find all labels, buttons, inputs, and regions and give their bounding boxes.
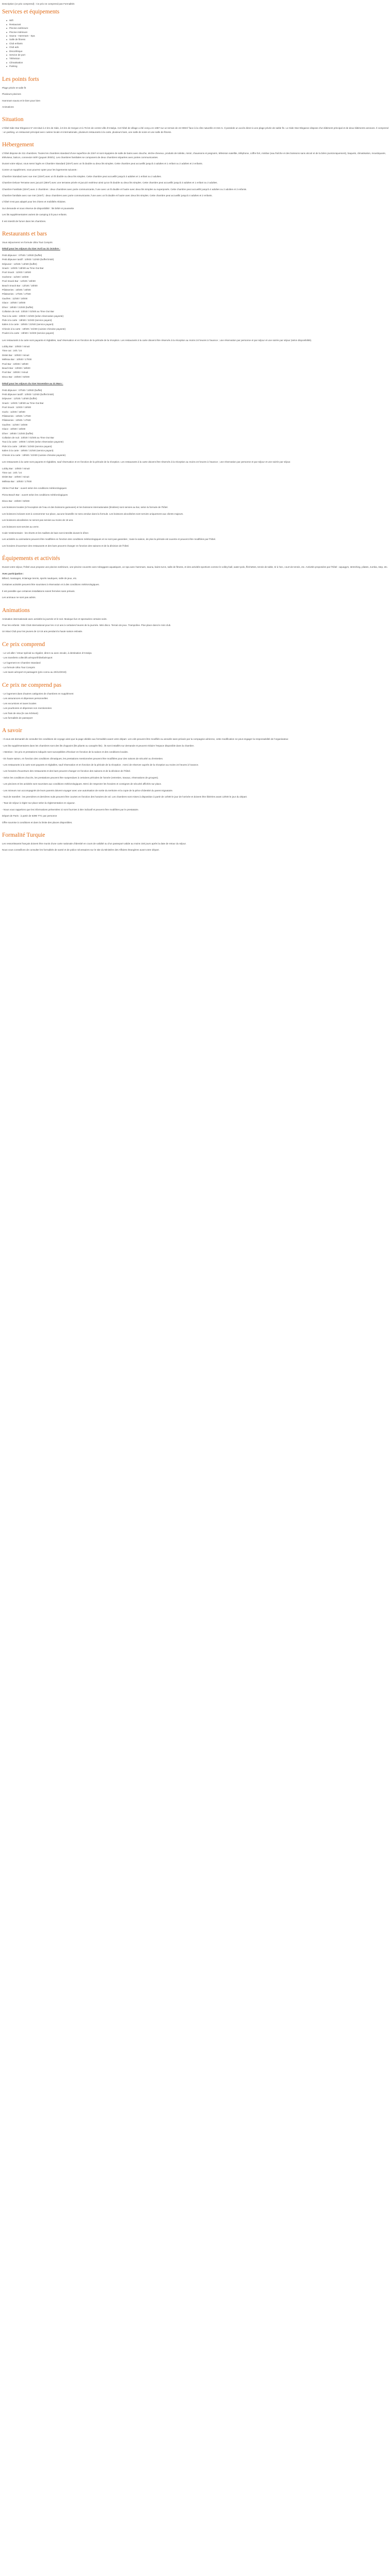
meal-schedule-item: Dîner : 19h00 / 21h00 (buffet) — [2, 432, 34, 435]
meal-schedule-item: Gozlo : 11h00 / 16h00 — [2, 410, 25, 413]
compris-item: - La formule Ultra Tout Compris — [2, 666, 35, 669]
room-family: Chambre Familiale (32m²) avec 2 chambres : deux chambres avec porte communicante, l'une avec un lit double et l'autre avec deux lits simples ou superposés. Cette chambre peut accueillir jusqu'à 4 adultes ou 2 adultes et 2 enfants. — [2, 188, 247, 191]
meal-schedule-item: Pool Snack : 11h00 / 16h00 — [2, 406, 31, 409]
compris-item: - Les transferts collectifs aéroport/hôtel/aéroport — [2, 656, 53, 659]
meal-schedule-item: Déjeuner : 12h30 / 14h00 (buffet) — [2, 397, 37, 400]
equipements-text-5: Les animaux ne sont pas admis. — [2, 596, 36, 599]
bar-schedule-item: Pool Bar : 18h00 / minuit — [2, 371, 28, 374]
savoir-item: - Les mineurs non accompagnés de leurs parents doivent voyager avec une autorisation de sortie du territoire et la copie de la pièce d'identité du parent signataire. — [2, 789, 173, 792]
restaurant-note: Disco Bar : 23h00 / 02h00 — [2, 499, 30, 502]
animations-heading: Animations — [2, 607, 30, 614]
period1-title: Détail pour les séjours du 01er Avril au 31 Octobre : — [2, 247, 60, 250]
compris-item: - Le logement en Chambre Standard — [2, 661, 41, 664]
non-compris-item: - Les formalités de passeport — [2, 716, 33, 719]
situation-text: L'hôtel Side Star Elegance 5* est situé à 4 km de Side, à 5 km de Sorgun et à 75 km de centre-ville d'Antalya. Cet hôtel de village a été conçu en 1987 sur un terrain de 42 000m² face à la côte naturelle et 315 m. Il possède un accès direct à une plage privée de sable fin. Le Side Star Elegance dispose d'un bâtiment principal et de deux bâtiments annexes. Il comprend : un parking, un restaurant principal avec cuisine locale et internationale, plusieurs restaurants à la carte, plusieurs bars, une salle de soins et une salle de fitness. — [2, 127, 389, 133]
formalite-heading: Formalité Turquie — [2, 832, 45, 838]
savoir-item: - Les horaires d'ouverture des restaurants et des bars peuvent changer en fonction des saisons et de la décision de l'hôtel. — [2, 770, 131, 773]
service-item: Climatisation — [9, 61, 389, 64]
point-fort-item: Plage privée et salle fit — [2, 86, 26, 89]
restaurants-heading: Restaurants et bars — [2, 231, 47, 237]
meal-schedule-item: Chinois à la carte : 19h00 / 21h00 (cuisine chinoise payante) — [2, 327, 66, 330]
hebergement-note-3: Les lits supplémentaires varient de camping à lit pour enfants. — [2, 213, 67, 216]
service-item: Parking — [9, 64, 389, 68]
meal-schedule-item: Gaufres : 11h00 / 16h00 — [2, 423, 28, 426]
restaurant-note: Les boissons alcoolisées ne seront pas servies au moins de 18 ans. — [2, 519, 74, 522]
non-compris-list — [2, 692, 389, 720]
hebergement-note-2: Sur demande et sous réserve de disponibilité : lits bébé et poussette — [2, 207, 74, 210]
non-compris-item: - Les pourboires et dépenses non mentionnées — [2, 707, 52, 710]
meal-schedule-item: Pâtisseries : 10h00 / 17h00 — [2, 415, 31, 418]
meal-schedule-item: Snack : 14h00 / 16h00 au Time Out Bar — [2, 267, 44, 270]
meal-schedule-item: Petit déjeuner : 07h00 / 10h00 (buffet) — [2, 388, 42, 392]
bar-schedule-item: Dislet Bar : 10h00 / minuit — [2, 353, 29, 357]
meal-schedule-item: Petit déjeuner tardif : 10h00 / 11h00 (buffet limité) — [2, 258, 54, 261]
savoir-item: - Selon les conditions d'accès, les prestations peuvent être suspendues à certaines périodes de l'année (entretien, travaux, réservations de groupes). — [2, 776, 159, 779]
period1-note: Les restaurants à la carte sont payants et réglables, sauf réservation et en fonction de la période de la réception. Les restaurants à la carte doivent être réservés à la réception au moins 24 heures à l'avance ; une réservation par personne et par séjour et une soirée par séjour (selon disponibilité). — [2, 338, 312, 342]
period2-meals — [2, 388, 389, 457]
restaurant-note: Les boissons locales (à l'exception de l'eau et des boissons gazeuses) et les boissons internationales (limitées) sont servies au bar, selon la formule de l'hôtel. — [2, 506, 168, 509]
meal-schedule-item: Tout à la carte : 19h00 / 21h00 (selon réservation payante) — [2, 440, 64, 444]
savoir-heading: A savoir — [2, 727, 22, 734]
non-compris-heading: Ce prix ne comprend pas — [2, 682, 61, 688]
service-item: Restaurant — [9, 23, 389, 26]
meal-schedule-item: Dîner : 19h00 / 21h00 (buffet) — [2, 306, 34, 309]
bar-schedule-item: Lobby Bar : 10h00 / minuit — [2, 467, 30, 470]
bar-schedule-item: Dislet Bar : 10h00 / minuit — [2, 476, 29, 479]
points-forts-list — [2, 86, 389, 109]
meal-schedule-item: Pide à la carte : 19h00 / 21h00 (service payant) — [2, 445, 52, 448]
equipements-text-4: Il est possible que certaines installations soient fermées sans préavis. — [2, 589, 75, 592]
restaurant-note: Les activités ou animations peuvent être modifiées en fonction des conditions météorologiques et ne sont pas garanties ; toute la saison, de plus la période est ouverte et peuvent être modifiées par l'hôtel. — [2, 538, 216, 541]
bar-schedule-item: Mélissa Bar : 10h00 / 17h00 — [2, 358, 32, 361]
savoir-item: - Taxe de séjour à régler sur place selon la réglementation en vigueur. — [2, 802, 75, 805]
service-item: Club ado — [9, 45, 389, 49]
period1-meals — [2, 253, 389, 335]
non-compris-item: - Les assurances et dépenses personnelles — [2, 697, 48, 700]
meal-schedule-item: Tout à la carte : 19h00 / 21h00 (selon réservation payante) — [2, 314, 64, 317]
compris-heading: Ce prix comprend — [2, 641, 45, 648]
hebergement-note-4: Il est interdit de fumer dans les chambres. — [2, 219, 46, 223]
service-item: Salle de fitness — [9, 38, 389, 41]
service-item: Piscine extérieure — [9, 26, 389, 30]
points-forts-heading: Les points forts — [2, 76, 39, 82]
meal-schedule-item: Snack : 14h00 / 16h00 au Time Out Bar — [2, 401, 44, 404]
service-item: Wifi — [9, 19, 389, 22]
point-fort-item: Plusieurs piscines — [2, 93, 21, 96]
bar-schedule-item: Disco Bar : 23h00 / 02h00 — [2, 375, 30, 378]
meal-schedule-item: Beach Snack Bar : 12h30 / 15h00 — [2, 284, 38, 287]
bar-schedule-item: Beach Bar : 10h00 / 18h00 — [2, 366, 30, 369]
bar-schedule-item: Time out : 24h / 24 — [2, 471, 22, 474]
services-list — [2, 19, 389, 68]
equipements-text-1: Durant votre séjour, l'hôtel vous propose une piscine extérieure, une piscine couverte avec toboggans aquatiques, un spa avec hammam, sauna, bains turcs, salle de fitness, et des activités sportives comme le volley-ball, water-polo, fléchettes, tennis de table, tir à l'arc, court de tennis, etc. Activités proposées par l'hôtel : aquagym, stretching, pilates, zumba, step, etc. — [2, 566, 388, 569]
intro-text: Description (ce prix comprend) : Ce prix ne comprend pas Formalités — [2, 3, 75, 5]
meal-schedule-item: Gaufres : 11h00 / 16h00 — [2, 297, 28, 300]
meal-schedule-item: Collation de nuit : 23h30 / 01h00 au Time Out Bar — [2, 310, 54, 313]
equipements-text-2: Billard, massages, éclairage tennis, sports nautiques, salle de jeux, etc. — [2, 577, 77, 580]
meal-schedule-item: Italien à la carte : 19h00 / 21h00 (service payant) — [2, 323, 54, 326]
meal-schedule-item: Poulet à la carte : 19h00 / 21h00 (service payant) — [2, 332, 54, 335]
restaurant-note: Les boissons incluses sont à consommer sur place, aucune bouteille ne sera vendue dans la formule. Les boissons alcoolisées sont servies uniquement aux clients majeurs. — [2, 512, 184, 515]
equipements-heading: Équipements et activités — [2, 555, 60, 562]
meal-schedule-item: Petit déjeuner tardif : 10h00 / 11h00 (buffet limité) — [2, 393, 54, 396]
meal-schedule-item: Pool Snack : 11h00 / 16h00 — [2, 271, 31, 274]
restaurant-note: Les boissons sont servies au verre. — [2, 525, 40, 528]
meal-schedule-item: Collation de nuit : 23h30 / 01h00 au Time Out Bar — [2, 436, 54, 439]
meal-schedule-item: Pool Snack Bar : 12h30 / 15h00 — [2, 280, 36, 283]
hebergement-text-1: L'hôtel dispose de 311 chambres. Toutes les chambres standard d'une superficie de 23m² et sont équipées de salle de bains avec douche, sèche-cheveux, produits de toilette, miroir, chaussons et peignoirs, télévision satellite, téléphone, coffre-fort, minibar (eau fraîche et des boissons sans alcool et de la bière jours/uniquement), baquets, climatisation, moustiquaire, téléviseur, balcon, connexion WIFI (payant 3h/8/1). Les chambres familiales se composent de deux chambres séparées avec portes communicantes. — [2, 152, 386, 159]
animations-text-3: Un Maxi Club pour les jeunes de 12-16 ans pendant la haute saison estivale. — [2, 630, 83, 633]
bars1-list — [2, 345, 389, 379]
restaurant-notes — [2, 486, 389, 548]
service-item: Service de port — [9, 53, 389, 57]
period2-title: Détail pour les séjours du 01er Novembre au 31 Mars : — [2, 382, 63, 385]
restaurant-note: Pizza Beach Bar : ouvert selon les conditions météorologiques — [2, 493, 68, 496]
savoir-item: - Nous vous rappelons que les informations présentées ici sont fournies à titre indicatif et peuvent être modifiées par le prestataire. — [2, 808, 139, 811]
non-compris-item: - Les excursions et taxes locales — [2, 702, 37, 705]
depart-text: Départ de Paris : à partir de 539€ TTC par personne — [2, 815, 57, 818]
hebergement-note-1: L'hôtel n'est pas adapté pour les chiens et mobilités réduites. — [2, 200, 66, 204]
equipements-text-3: Certaines activités peuvent être soumises à réservation et à des conditions météorologiques. — [2, 583, 100, 586]
bar-schedule-item: Time out : 24h / 24 — [2, 349, 22, 352]
services-heading: Services et équipements — [2, 9, 60, 15]
hebergement-text-2: Durant votre séjour, vous serez logés en Chambre Standard (23m²) avec un lit double ou deux lits simples. Cette chambre peut accueillir jusqu'à 3 adultes et 1 enfant ou 2 adultes et 2 enfants. — [2, 162, 203, 165]
meal-schedule-item: Pâtisseries : 17h00 / 17h00 — [2, 293, 31, 296]
room-family-seaview: Chambre familiale avec vue mer (34m²) : deux chambres avec porte communicante, l'une avec un lit double et l'autre avec deux lits simples. Cette chambre peut accueillir jusqu'à 4 adultes et 2 enfants. — [2, 194, 213, 197]
point-fort-item: Hammam sauna et le bien pour bien — [2, 99, 41, 102]
restaurant-note: Vitrine Fruit Bar : ouvert selon les conditions météorologiques — [2, 487, 67, 490]
meal-schedule-item: Pâtisseries : 10h00 / 17h00 — [2, 419, 31, 422]
formalite-text-1: Les ressortissants français doivent être munis d'une carte nationale d'identité en cours de validité ou d'un passeport valide au moins 150 jours après la date de retour du séjour. — [2, 842, 187, 845]
equipements-paid-label: Avec participation : — [2, 572, 24, 575]
compris-list — [2, 651, 389, 674]
meal-schedule-item: Pâtisseries : 15h00 / 16h00 — [2, 289, 31, 292]
room-standard-seaview: Chambre Standard avec vue mer (23m²) avec un lit double ou deux lits simples. Cette chambre peut accueillir jusqu'à 3 adultes et 1 enfant ou 2 adultes. — [2, 175, 162, 178]
depart-note: Offre soumise à conditions et dans la limite des places disponibles. — [2, 821, 73, 824]
service-item: Club enfants — [9, 42, 389, 45]
savoir-item: - En haute saison, en fonction des conditions climatiques, les prestations mentionnées peuvent être modifiées pour des raisons de sécurité ou d'entretien. — [2, 757, 164, 760]
meal-schedule-item: Glace : 10h00 / 18h00 — [2, 301, 26, 304]
non-compris-item: - Le logement dans d'autres catégories de chambres en supplément — [2, 692, 74, 695]
meal-schedule-item: Chinois à la carte : 19h00 / 21h00 (cuisine chinoise payante) — [2, 453, 66, 456]
service-item: Sauna - Hammam - Spa — [9, 34, 389, 38]
non-compris-item: - Les frais de visa (le cas échéant) — [2, 711, 38, 715]
savoir-item: - Il vous est demandé de consulter les conditions de voyage ainsi que la page dédiée aux formalités avant votre départ. Les vols peuvent être modifiés ou annulés sans préavis par la compagnie aérienne, cette modification ne peut engager la responsabilité de l'organisateur. — [2, 738, 289, 741]
savoir-item: - Attention : les prix et prestations indiqués sont susceptibles d'évoluer en fonction de la saison et des conditions locales. — [2, 751, 128, 754]
hebergement-text-3: Contre un supplément, vous pourrez opter pour les logements suivants : — [2, 168, 78, 172]
savoir-item: - Les restaurants à la carte sont payants et réglables, sauf réservation et en fonction de la période de la réception ; merci de réserver auprès de la réception au moins 24 heures à l'avance. — [2, 763, 199, 766]
period2-note: Les restaurants à la carte sont payants et réglables, sauf réservation et en fonction de la période de la réception. Les restaurants à la carte doivent être réservés à la réception au moins 24 heures à l'avance ; une réservation par personne et par séjour et une soirée par séjour. — [2, 461, 291, 464]
meal-schedule-item: Pide à la carte : 19h00 / 21h00 (service payant) — [2, 318, 52, 321]
service-item: Piscine intérieure — [9, 30, 389, 34]
bar-schedule-item: Lobby Bar : 10h00 / minuit — [2, 345, 30, 348]
savoir-item: - Les piscines et les activités sont soumises aux conditions météorologiques. Merci de respecter les horaires et consignes de sécurité affichés sur place. — [2, 783, 162, 786]
savoir-item: - Nuit de transfert : les premières et dernières nuits peuvent être courtes en fonction des horaires de vol. Les chambres sont mises à disposition à partir de 14h00 le jour de l'arrivée et doivent être libérées avant 12h00 le jour du départ. — [2, 795, 248, 798]
page — [0, 0, 391, 852]
service-item: Discothèque — [9, 49, 389, 53]
restaurant-note: Code Vestimentaire : les shorts et les maillots de bain sont interdits durant le dîner. — [2, 531, 89, 534]
restaurants-intro: Vous séjournerez en formule Ultra Tout Compris — [2, 241, 53, 244]
hebergement-heading: Hébergement — [2, 142, 34, 148]
restaurant-note: Les horaires d'ouverture des restaurants et des bars peuvent changer en fonction des saisons et de la décision de l'hôtel. — [2, 544, 129, 547]
room-deluxe-terrace: Chambre Deluxe Terrasse avec jacuzzi (38m²) avec une terrasse privée et jacuzzi extérieur ainsi qu'un lit double ou deux lits simples. Cette chambre peut accueillir jusqu'à 3 adultes et 1 enfant ou 2 adultes. — [2, 181, 218, 184]
point-fort-item: Animations — [2, 105, 14, 108]
compris-item: - Le vol aller / retour spécial ou régulier, direct ou avec escale, à destination d'Antalya — [2, 651, 92, 654]
compris-item: - Les taxes aéroport et passagers (prix connu au 20/12/2019) — [2, 671, 67, 674]
animations-text-1: Animation internationale avec activités la journée et le soir. Musique live et spectacles certains soirs. — [2, 617, 107, 620]
bar-schedule-item: Pool Bar : 10h00 / 18h00 — [2, 362, 28, 365]
meal-schedule-item: Déjeuner : 12h30 / 14h00 (buffet) — [2, 262, 37, 265]
savoir-list — [2, 737, 389, 811]
bars2-list — [2, 467, 389, 484]
service-item: Télévision — [9, 57, 389, 60]
animations-text-2: Pour les enfants : Mini Club international pour les 4-12 ans à certaines heures de la journée. Mini disco. Terrain de jeux. Trampoline. Plus place dans le mini club. — [2, 624, 171, 627]
savoir-item: - Les lits supplémentaires dans les chambres sont des lits d'appoint (lits pliants ou canapés-lits) ; ils sont installés sur demande et peuvent réduire l'espace disponible dans la chambre. — [2, 744, 194, 747]
formalite-text-2: Nous vous conseillons de consulter les formalités de santé et de police nécessaires sur le site du Ministère des Affaires étrangères avant votre départ. — [2, 849, 160, 852]
meal-schedule-item: Italien à la carte : 19h00 / 21h00 (service payant) — [2, 449, 54, 452]
situation-heading: Situation — [2, 116, 24, 123]
meal-schedule-item: Gozleme : 11h00 / 16h00 — [2, 275, 29, 278]
meal-schedule-item: Petit déjeuner : 07h00 / 10h00 (buffet) — [2, 253, 42, 257]
bar-schedule-item: Mélissa Bar : 10h00 / 17h00 — [2, 480, 32, 483]
meal-schedule-item: Glace : 10h00 / 18h00 — [2, 428, 26, 431]
